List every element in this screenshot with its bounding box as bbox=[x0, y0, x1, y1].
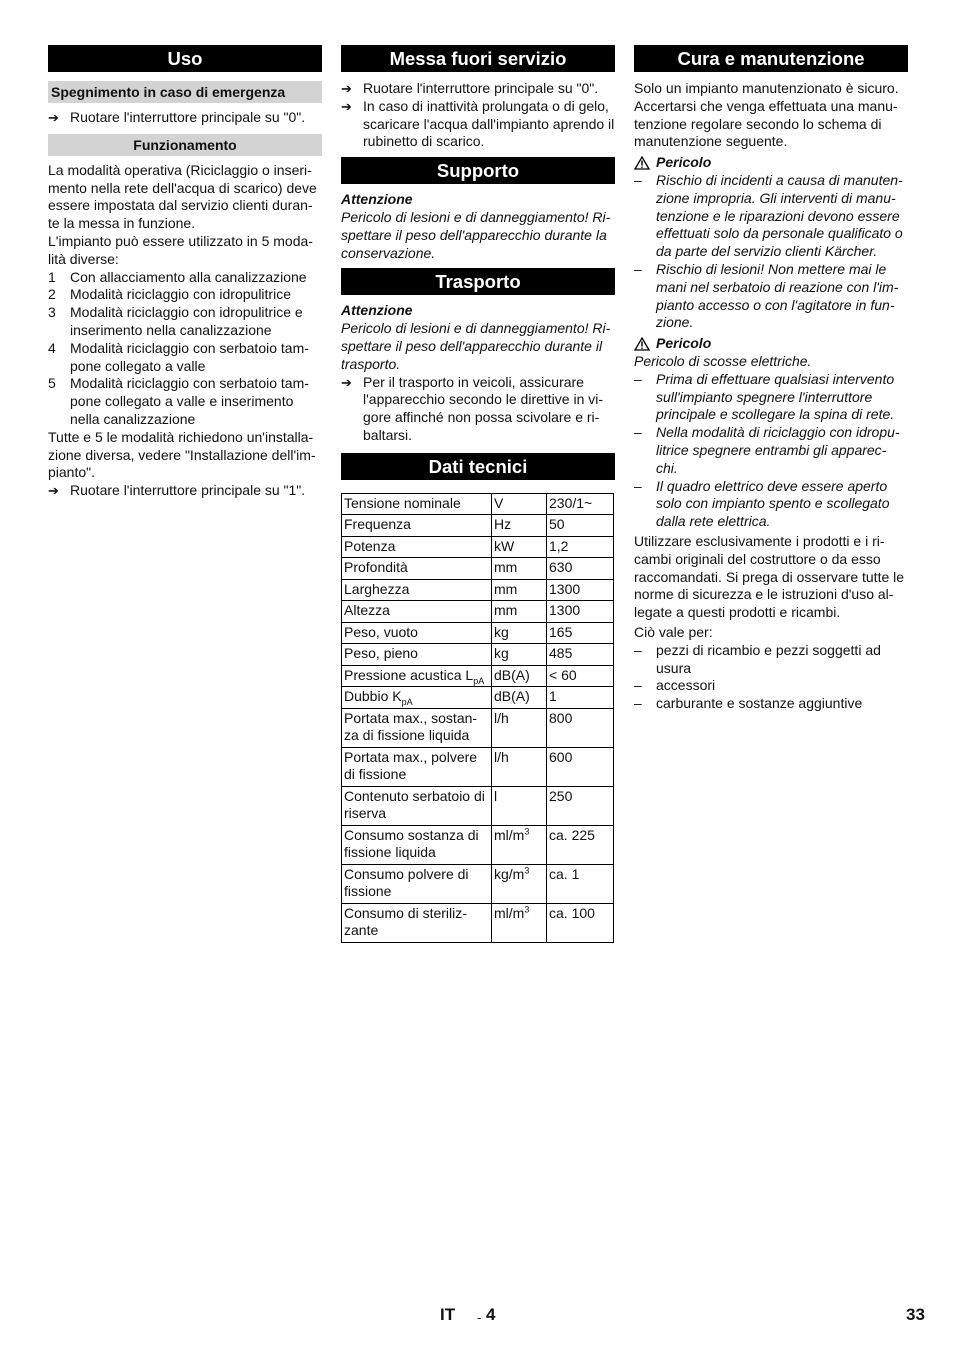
item-text: Prima di effettuare qualsiasi intervento sull'impianto spegnere l'interruttore principale e scollegare la spina di rete. bbox=[656, 370, 895, 423]
arrow-icon: ➔ bbox=[341, 98, 352, 114]
spec-name bbox=[342, 515, 492, 537]
spec-name-subscript: pA bbox=[473, 675, 485, 686]
table-row bbox=[342, 747, 614, 786]
spec-name-text: Frequenza bbox=[344, 516, 411, 533]
spec-unit-text: kg bbox=[494, 623, 509, 640]
spec-unit-text: mm bbox=[494, 602, 518, 619]
spec-name-text: Peso, pieno bbox=[344, 645, 418, 662]
step-item bbox=[341, 80, 615, 98]
warning-list bbox=[634, 371, 908, 531]
spec-unit bbox=[492, 747, 547, 786]
item-number: 1 bbox=[48, 268, 56, 285]
paragraph: La modalità operativa (Riciclaggio o inseri-mento nella rete dell'acqua di scarico) deve essere impostata dal servizio clienti duran-te la messa in funzione. bbox=[48, 161, 317, 232]
spec-unit bbox=[492, 903, 547, 942]
spec-name-text: Consumo di steriliz-zante bbox=[344, 904, 467, 939]
list-item bbox=[48, 304, 322, 340]
spec-name-text: Portata max., polvere di fissione bbox=[344, 748, 478, 783]
spec-unit bbox=[492, 708, 547, 747]
arrow-icon: ➔ bbox=[341, 374, 352, 390]
warning-triangle-icon bbox=[634, 156, 650, 170]
list-item bbox=[48, 375, 322, 428]
attention-label: Attenzione bbox=[341, 302, 413, 319]
dash-marker: – bbox=[634, 477, 642, 494]
column-messa bbox=[341, 45, 615, 943]
item-text: Modalità riciclaggio con idropulitrice bbox=[70, 286, 291, 303]
table-row bbox=[342, 903, 614, 942]
spec-unit-text: Hz bbox=[494, 516, 512, 533]
spec-value: ca. 1 bbox=[547, 864, 614, 903]
spec-unit-text: mm bbox=[494, 559, 518, 576]
warning-text: Pericolo di scosse elettriche. bbox=[634, 352, 812, 369]
table-row bbox=[342, 601, 614, 623]
attention-label: Attenzione bbox=[341, 191, 413, 208]
list-item bbox=[634, 695, 908, 713]
warning-heading bbox=[634, 154, 908, 172]
spec-unit-superscript: 3 bbox=[524, 865, 530, 876]
spec-unit-text: l/h bbox=[494, 709, 509, 726]
table-row bbox=[342, 493, 614, 515]
spec-unit bbox=[492, 493, 547, 515]
step-text: Ruotare l'interruttore principale su "1". bbox=[70, 482, 306, 499]
spec-value: 485 bbox=[547, 644, 614, 666]
footer-dash: - bbox=[477, 1310, 482, 1325]
paragraph: Solo un impianto manutenzionato è sicuro. Accertarsi che venga effettuata una manu-tenzione regolare secondo lo schema di manutenzione seguente. bbox=[634, 80, 899, 150]
spec-unit bbox=[492, 601, 547, 623]
spec-unit-text: kW bbox=[494, 537, 515, 554]
list-item bbox=[48, 269, 322, 287]
step-item bbox=[341, 98, 615, 151]
item-number: 3 bbox=[48, 304, 56, 321]
spec-value: 165 bbox=[547, 622, 614, 644]
spec-name bbox=[342, 903, 492, 942]
warning-heading bbox=[634, 335, 908, 353]
dash-marker: – bbox=[634, 695, 642, 712]
spec-name bbox=[342, 644, 492, 666]
spec-name-text: Potenza bbox=[344, 537, 396, 554]
table-row bbox=[342, 708, 614, 747]
spec-value: 630 bbox=[547, 558, 614, 580]
item-text: Rischio di incidenti a causa di manuten-zione impropria. Gli interventi di manu-tenzione e le riparazioni devono essere effettuati solo da personale qualificato o da parte del servizio clienti Kärcher. bbox=[656, 171, 903, 260]
list-item bbox=[634, 478, 908, 531]
step-text: In caso di inattività prolungata o di gelo, scaricare l'acqua dall'impianto aprendo il rubinetto di scarico. bbox=[363, 97, 615, 150]
spec-unit-text: V bbox=[494, 494, 504, 511]
footer-page-number: 33 bbox=[906, 1305, 925, 1324]
spec-value: 1300 bbox=[547, 579, 614, 601]
spec-name bbox=[342, 536, 492, 558]
spec-name bbox=[342, 558, 492, 580]
spec-value: 1 bbox=[547, 687, 614, 709]
arrow-icon: ➔ bbox=[341, 81, 352, 96]
spec-name-subscript: pA bbox=[401, 697, 413, 708]
attention-text: Pericolo di lesioni e di danneggiamento! Ri-spettare il peso dell'apparecchio durante il trasporto. bbox=[341, 320, 611, 372]
spec-value: < 60 bbox=[547, 665, 614, 687]
spec-value: 600 bbox=[547, 747, 614, 786]
paragraph: Utilizzare esclusivamente i prodotti e i ri-cambi originali del costruttore o da esso raccomandati. Si prega di osservare tutte le norme di sicurezza e le istruzioni d'uso al-legate a questi prodotti e ricambi. bbox=[634, 532, 905, 621]
warning-triangle-icon bbox=[634, 337, 650, 351]
spec-value: 230/1~ bbox=[547, 493, 614, 515]
item-number: 5 bbox=[48, 375, 56, 392]
item-number: 4 bbox=[48, 339, 56, 356]
table-row bbox=[342, 622, 614, 644]
footer-subpage: 4 bbox=[486, 1305, 496, 1324]
dash-marker: – bbox=[634, 677, 642, 694]
spec-name-text: Peso, vuoto bbox=[344, 623, 418, 640]
list-item bbox=[634, 424, 908, 477]
table-row bbox=[342, 665, 614, 687]
spec-name bbox=[342, 622, 492, 644]
warning-label: Pericolo bbox=[656, 335, 712, 352]
spec-unit bbox=[492, 622, 547, 644]
section-title-supporto: Supporto bbox=[341, 157, 615, 184]
spec-name-text: Contenuto serbatoio di riserva bbox=[344, 787, 485, 822]
list-item bbox=[48, 340, 322, 376]
table-row bbox=[342, 579, 614, 601]
spec-name-text: Consumo polvere di fissione bbox=[344, 865, 469, 900]
table-row bbox=[342, 558, 614, 580]
item-text: Il quadro elettrico deve essere aperto solo con impianto spento e scollegato dalla rete elettrica. bbox=[656, 477, 890, 530]
spec-name-text: Profondità bbox=[344, 559, 408, 576]
spec-name bbox=[342, 579, 492, 601]
step-text: Per il trasporto in veicoli, assicurare l'apparecchio secondo le direttive in vi-gore affinché non possa scivolare e ri-baltarsi. bbox=[363, 373, 604, 443]
spec-unit-text: l/h bbox=[494, 748, 509, 765]
spec-unit bbox=[492, 687, 547, 709]
subheading-funzionamento: Funzionamento bbox=[48, 134, 322, 156]
paragraph: Tutte e 5 le modalità richiedono un'installa-zione diversa, vedere "Installazione dell'im-pianto". bbox=[48, 428, 316, 481]
table-row bbox=[342, 864, 614, 903]
spec-unit bbox=[492, 579, 547, 601]
item-text: carburante e sostanze aggiuntive bbox=[656, 695, 863, 712]
item-text: pezzi di ricambio e pezzi soggetti ad usura bbox=[656, 641, 881, 676]
spec-name-text: Dubbio K bbox=[344, 688, 402, 705]
footer-language: IT bbox=[440, 1305, 456, 1324]
spec-unit-text: ml/m bbox=[494, 826, 525, 843]
section-title-messa: Messa fuori servizio bbox=[341, 45, 615, 72]
spec-name bbox=[342, 747, 492, 786]
dash-marker: – bbox=[634, 641, 642, 658]
spec-unit-text: dB(A) bbox=[494, 688, 530, 705]
spec-name-text: Larghezza bbox=[344, 580, 410, 597]
step-text: Ruotare l'interruttore principale su "0". bbox=[70, 109, 306, 125]
item-text: Modalità riciclaggio con serbatoio tam-pone collegato a valle bbox=[70, 339, 309, 374]
messa-steps bbox=[341, 80, 615, 151]
spec-name-text: Portata max., sostan-za di fissione liquida bbox=[344, 709, 478, 744]
item-text: accessori bbox=[656, 677, 716, 694]
item-text: Modalità riciclaggio con serbatoio tam-pone collegato a valle e inserimento nella canalizzazione bbox=[70, 375, 309, 427]
arrow-icon: ➔ bbox=[48, 483, 59, 499]
spec-unit-text: kg/m bbox=[494, 865, 525, 882]
dash-marker: – bbox=[634, 370, 642, 387]
spec-name-text: Consumo sostanza di fissione liquida bbox=[344, 826, 479, 861]
item-text: Con allacciamento alla canalizzazione bbox=[70, 268, 307, 285]
spec-name bbox=[342, 825, 492, 864]
item-text: Rischio di lesioni! Non mettere mai le mani nel serbatoio di reazione con l'im-pianto accesso o con l'agitatore in fun-zione. bbox=[656, 260, 899, 331]
dash-marker: – bbox=[634, 171, 642, 188]
spec-value: 50 bbox=[547, 515, 614, 537]
spec-unit-superscript: 3 bbox=[524, 904, 530, 915]
spec-name bbox=[342, 687, 492, 709]
section-title-uso: Uso bbox=[48, 45, 322, 72]
spec-value: 250 bbox=[547, 786, 614, 825]
paragraph: Ciò vale per: bbox=[634, 623, 713, 640]
spec-unit bbox=[492, 864, 547, 903]
spec-unit-text: kg bbox=[494, 645, 509, 662]
spec-unit bbox=[492, 825, 547, 864]
step-item bbox=[48, 109, 322, 127]
item-text: Nella modalità di riciclaggio con idropu-litrice spegnere entrambi gli apparec-chi. bbox=[656, 424, 900, 476]
spec-unit-superscript: 3 bbox=[524, 826, 530, 837]
list-item bbox=[634, 642, 908, 678]
spec-name bbox=[342, 665, 492, 687]
warning-list bbox=[634, 172, 908, 332]
spec-unit-text: ml/m bbox=[494, 904, 525, 921]
list-item bbox=[634, 371, 908, 424]
spec-name-text: Tensione nominale bbox=[344, 494, 461, 511]
dash-marker: – bbox=[634, 424, 642, 441]
modes-list bbox=[48, 269, 322, 429]
spec-unit-text: l bbox=[494, 787, 498, 804]
step-item bbox=[341, 374, 615, 445]
spec-unit-text: mm bbox=[494, 580, 518, 597]
spec-value: 1,2 bbox=[547, 536, 614, 558]
spec-unit bbox=[492, 786, 547, 825]
table-row bbox=[342, 825, 614, 864]
spec-value: 800 bbox=[547, 708, 614, 747]
section-title-trasporto: Trasporto bbox=[341, 268, 615, 295]
table-row bbox=[342, 644, 614, 666]
spec-name bbox=[342, 601, 492, 623]
item-number: 2 bbox=[48, 286, 56, 303]
dash-marker: – bbox=[634, 260, 642, 277]
spec-unit bbox=[492, 644, 547, 666]
spec-value: ca. 100 bbox=[547, 903, 614, 942]
section-title-dati: Dati tecnici bbox=[341, 453, 615, 480]
spec-name-text: Altezza bbox=[344, 602, 390, 619]
list-item bbox=[48, 286, 322, 304]
table-row bbox=[342, 786, 614, 825]
step-item bbox=[48, 482, 322, 500]
list-item bbox=[634, 677, 908, 695]
dash-list bbox=[634, 642, 908, 713]
spec-name bbox=[342, 864, 492, 903]
section-title-cura: Cura e manutenzione bbox=[634, 45, 908, 72]
warning-label: Pericolo bbox=[656, 154, 712, 171]
table-row bbox=[342, 687, 614, 709]
spec-value: ca. 225 bbox=[547, 825, 614, 864]
spec-unit-text: dB(A) bbox=[494, 666, 530, 683]
spec-unit bbox=[492, 558, 547, 580]
column-uso bbox=[48, 45, 322, 500]
item-text: Modalità riciclaggio con idropulitrice e inserimento nella canalizzazione bbox=[70, 304, 303, 338]
paragraph: L'impianto può essere utilizzato in 5 moda-lità diverse: bbox=[48, 232, 313, 267]
column-cura bbox=[634, 45, 908, 713]
list-item bbox=[634, 261, 908, 332]
arrow-icon: ➔ bbox=[48, 110, 59, 125]
list-item bbox=[634, 172, 908, 261]
attention-text: Pericolo di lesioni e di danneggiamento! Ri-spettare il peso dell'apparecchio durante la conservazione. bbox=[341, 208, 611, 261]
spec-name bbox=[342, 708, 492, 747]
spec-name-text: Pressione acustica L bbox=[344, 666, 474, 683]
subheading-emergency: Spegnimento in caso di emergenza bbox=[48, 81, 322, 103]
spec-name bbox=[342, 493, 492, 515]
step-text: Ruotare l'interruttore principale su "0". bbox=[363, 80, 599, 96]
spec-unit bbox=[492, 536, 547, 558]
table-row bbox=[342, 536, 614, 558]
spec-value: 1300 bbox=[547, 601, 614, 623]
table-row bbox=[342, 515, 614, 537]
spec-unit bbox=[492, 515, 547, 537]
spec-name bbox=[342, 786, 492, 825]
spec-unit bbox=[492, 665, 547, 687]
tech-data-table bbox=[341, 493, 614, 943]
